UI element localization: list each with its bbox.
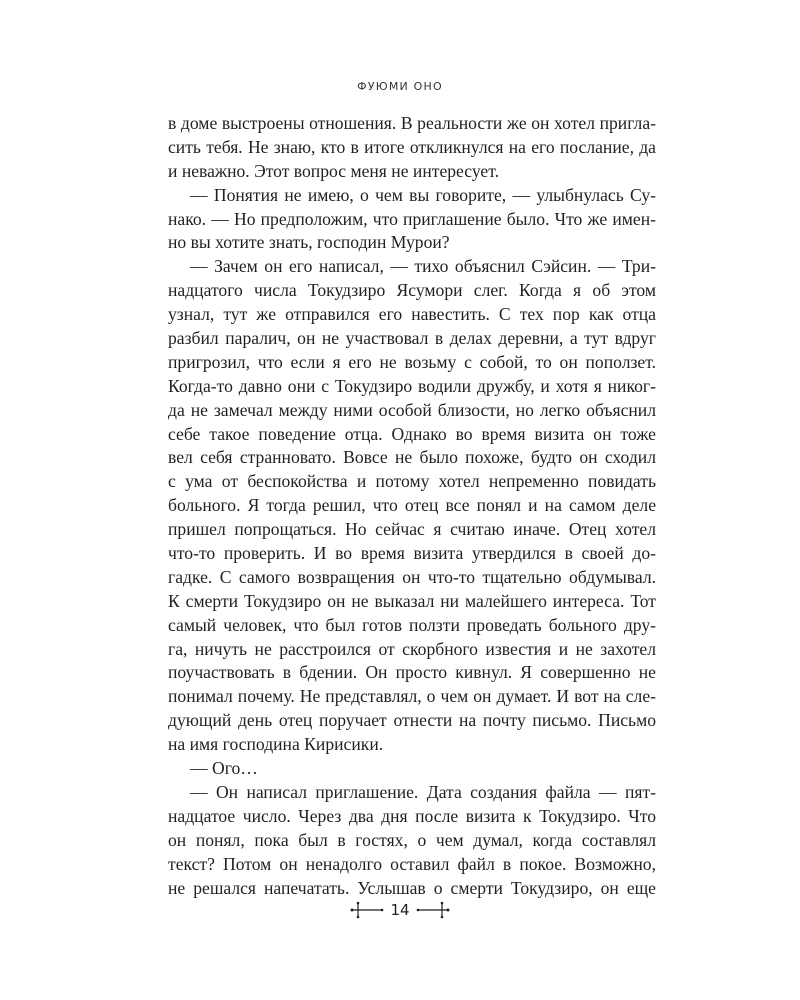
text-line: Когда-то давно они с Токудзиро водили дружбу, и хотя я никог- — [168, 375, 656, 396]
text-line: он понял, пока был в гостях, о чем думал, когда составлял — [168, 829, 656, 850]
text-line: да не замечал между ними особой близости, но легко объяснил — [168, 399, 656, 420]
text-line: га, ничуть не расстроился от скорбного известия и не захотел — [168, 638, 656, 659]
body-text — [168, 112, 656, 900]
text-line: вел себя странновато. Вовсе не было похоже, будто он сходил — [168, 447, 656, 468]
text-line: надцатого числа Токудзиро Ясумори слег. Когда я об этом — [168, 280, 656, 301]
text-line: надцатое число. Через два дня после визита к Токудзиро. Что — [168, 805, 656, 826]
text-line: что-то проверить. И во время визита утвердился в своей до- — [168, 543, 656, 564]
text-line: — Он написал приглашение. Дата создания файла — пят- — [190, 781, 656, 802]
text-line: — Понятия не имею, о чем вы говорите, — улыбнулась Су- — [190, 184, 656, 205]
text-line: нако. — Но предположим, что приглашение было. Что же имен- — [168, 208, 656, 229]
text-line: — Зачем он его написал, — тихо объяснил Сэйсин. — Три- — [190, 256, 656, 277]
text-line: и неважно. Этот вопрос меня не интересует. — [168, 160, 500, 181]
text-line: на имя господина Кирисики. — [168, 734, 384, 755]
text-line: пригрозил, что если я его не возьму с собой, то он поползет. — [168, 351, 656, 372]
page-footer — [0, 900, 800, 920]
text-line: гадке. С самого возвращения он что-то тщательно обдумывал. — [168, 566, 656, 587]
text-line: не решался напечатать. Услышав о смерти Токудзиро, он еще — [168, 877, 656, 898]
text-line: понимал почему. Не представлял, о чем он думает. И вот на сле- — [168, 686, 656, 707]
text-line: самый человек, что был готов ползти проведать больного дру- — [168, 614, 656, 635]
text-line: текст? Потом он ненадолго оставил файл в покое. Возможно, — [168, 853, 656, 874]
text-line: сить тебя. Не знаю, кто в итоге откликнулся на его послание, да — [168, 136, 656, 157]
text-line: — Ого… — [190, 758, 258, 779]
text-line: поучаствовать в бдении. Он просто кивнул. Я совершенно не — [168, 662, 656, 683]
page-number: 14 — [390, 901, 410, 919]
text-line: больного. Я тогда решил, что отец все понял и на самом деле — [168, 495, 656, 516]
text-line: К смерти Токудзиро он не выказал ни малейшего интереса. Тот — [168, 590, 656, 611]
ornament-right-icon — [416, 900, 450, 920]
ornament-left-icon — [350, 900, 384, 920]
text-line: себе такое поведение отца. Однако во время визита он тоже — [168, 423, 656, 444]
text-line: узнал, тут же отправился его навестить. С тех пор как отца — [168, 304, 656, 325]
text-line: в доме выстроены отношения. В реальности же он хотел пригла- — [168, 113, 656, 133]
running-head: ФУЮМИ ОНО — [357, 80, 443, 93]
text-line: разбил паралич, он не участвовал в делах деревни, а тут вдруг — [168, 328, 656, 349]
text-line: пришел попрощаться. Но сейчас я считаю иначе. Отец хотел — [168, 519, 656, 540]
text-line: с ума от беспокойства и потому хотел непременно повидать — [168, 471, 656, 492]
text-line: дующий день отец поручает отнести на почту письмо. Письмо — [168, 710, 656, 731]
text-line: но вы хотите знать, господин Мурои? — [168, 232, 450, 253]
